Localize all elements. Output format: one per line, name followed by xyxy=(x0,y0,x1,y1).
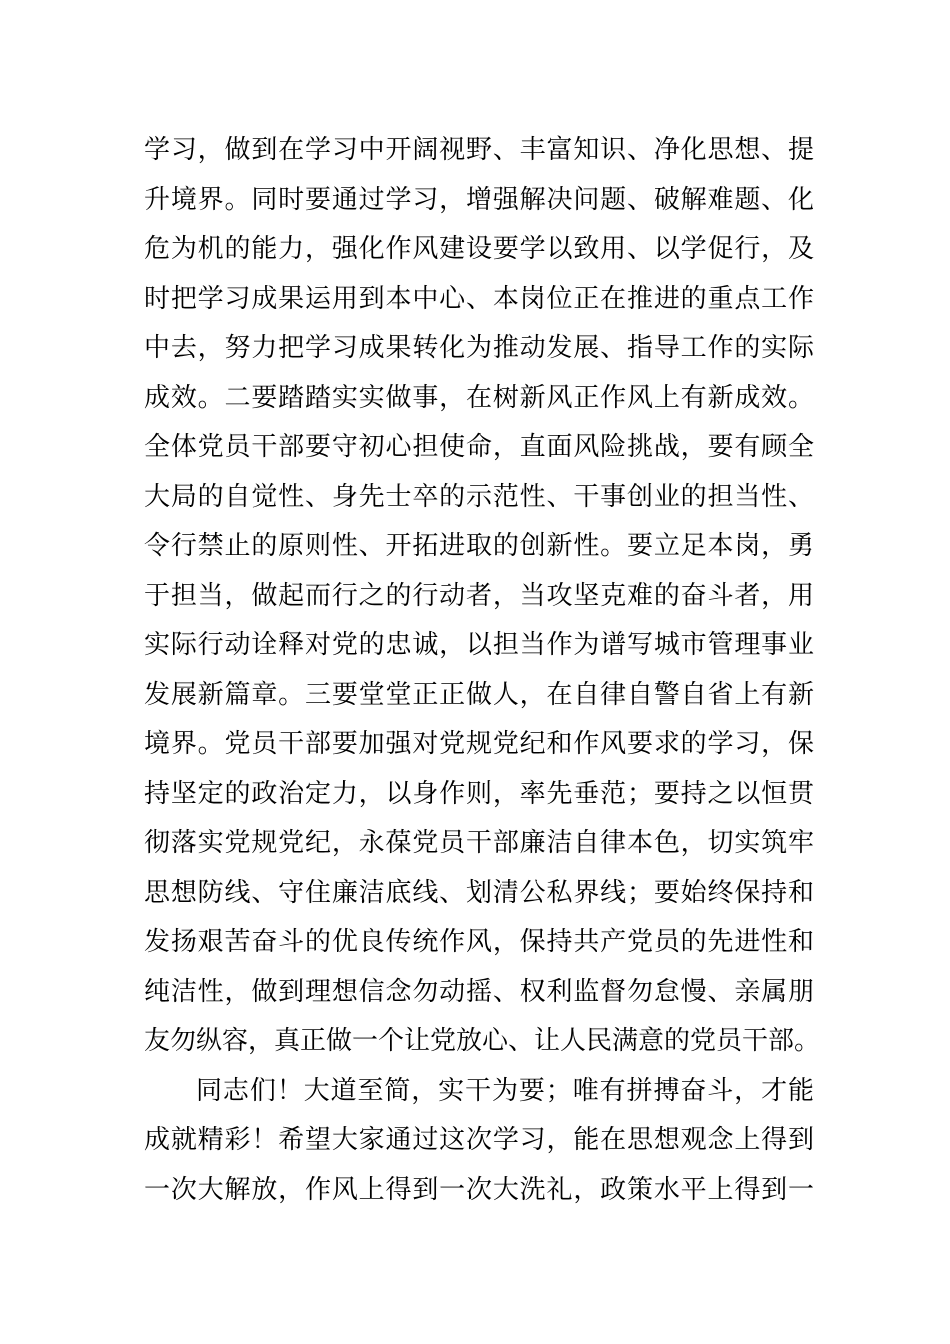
text-line: 友勿纵容，真正做一个让党放心、让人民满意的党员干部。 xyxy=(144,1026,821,1056)
text-line: 全体党员干部要守初心担使命，直面风险挑战，要有顾全 xyxy=(144,432,814,462)
text-line: 彻落实党规党纪，永葆党员干部廉洁自律本色，切实筑牢 xyxy=(144,828,814,858)
text-line: 同志们！大道至简，实干为要；唯有拼搏奋斗，才能 xyxy=(196,1075,814,1106)
text-line: 纯洁性，做到理想信念勿动摇、权利监督勿怠慢、亲属朋 xyxy=(144,976,814,1007)
text-line: 成效。二要踏踏实实做事，在树新风正作风上有新成效。 xyxy=(144,382,814,413)
text-line: 学习，做到在学习中开阔视野、丰富知识、净化思想、提 xyxy=(144,135,814,165)
text-line: 发展新篇章。三要堂堂正正做人，在自律自警自省上有新 xyxy=(144,679,814,710)
text-line: 时把学习成果运用到本中心、本岗位正在推进的重点工作 xyxy=(144,283,814,314)
text-line: 升境界。同时要通过学习，增强解决问题、破解难题、化 xyxy=(144,184,814,215)
text-line: 令行禁止的原则性、开拓进取的创新性。要立足本岗，勇 xyxy=(144,531,814,561)
body-text xyxy=(144,126,821,1215)
text-line: 成就精彩！希望大家通过这次学习，能在思想观念上得到 xyxy=(144,1125,814,1155)
text-line: 一次大解放，作风上得到一次大洗礼，政策水平上得到一 xyxy=(144,1174,814,1205)
text-line: 发扬艰苦奋斗的优良传统作风，保持共产党员的先进性和 xyxy=(144,927,814,957)
text-line: 境界。党员干部要加强对党规党纪和作风要求的学习，保 xyxy=(144,729,814,759)
text-line: 于担当，做起而行之的行动者，当攻坚克难的奋斗者，用 xyxy=(144,580,814,611)
text-line: 思想防线、守住廉洁底线、划清公私界线；要始终保持和 xyxy=(144,877,814,908)
text-line: 中去，努力把学习成果转化为推动发展、指导工作的实际 xyxy=(144,333,814,363)
text-line: 实际行动诠释对党的忠诚，以担当作为谱写城市管理事业 xyxy=(144,630,814,660)
text-line: 危为机的能力，强化作风建设要学以致用、以学促行，及 xyxy=(144,234,814,264)
text-line: 大局的自觉性、身先士卒的示范性、干事创业的担当性、 xyxy=(144,481,814,512)
text-line: 持坚定的政治定力，以身作则，率先垂范；要持之以恒贯 xyxy=(144,778,814,809)
